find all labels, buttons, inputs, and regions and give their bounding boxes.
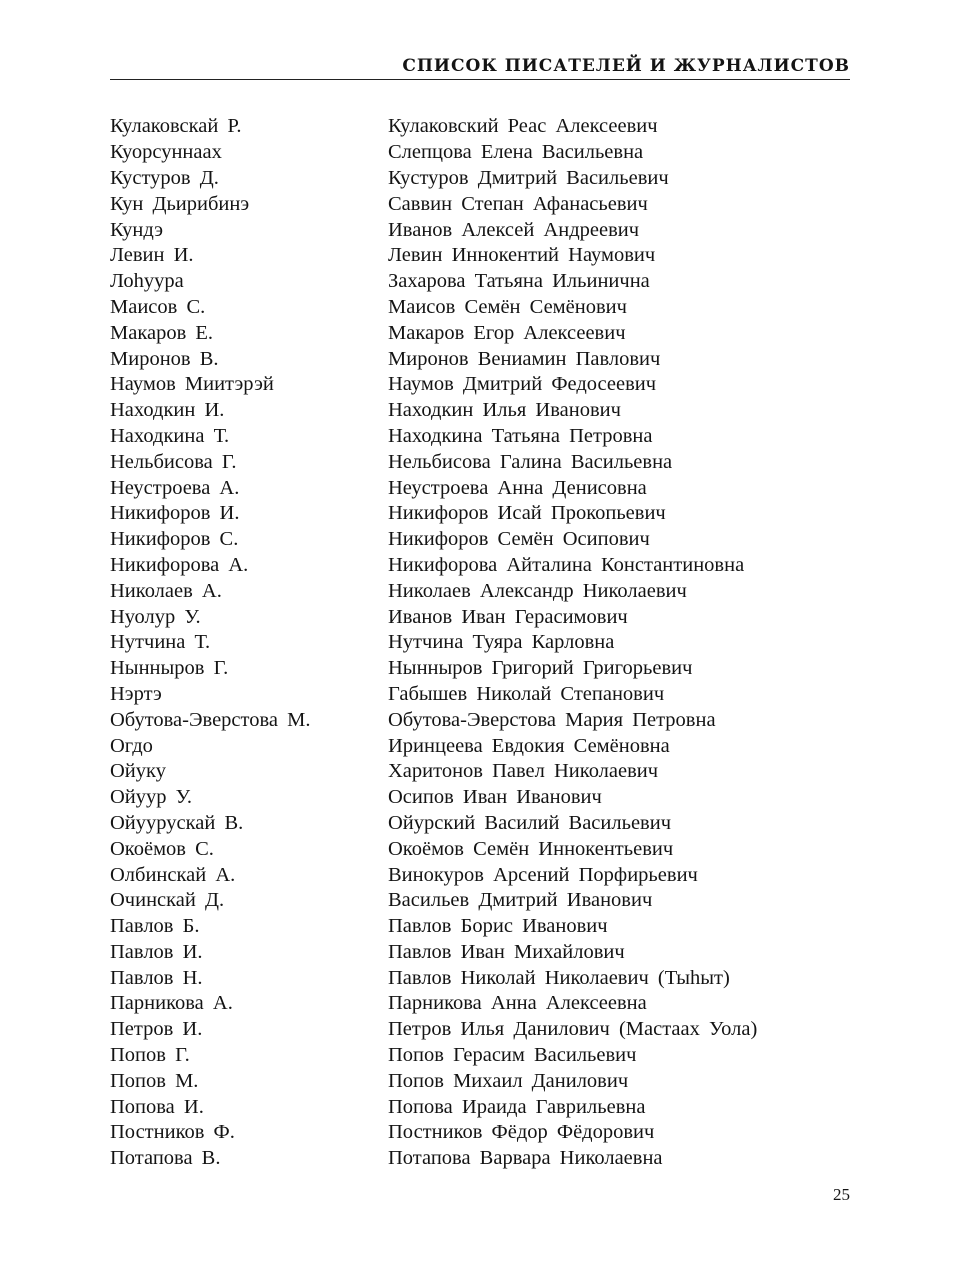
list-item (110, 759, 850, 785)
list-item (110, 940, 850, 966)
list-item (110, 1043, 850, 1069)
pseudonym: Олбинскай А. (110, 863, 236, 886)
list-item (110, 527, 850, 553)
pseudonym: Миронов В. (110, 347, 219, 370)
full-name: Никифоров Исай Прокопьевич (388, 502, 666, 525)
writer-list (110, 114, 850, 1172)
pseudonym: Неустроева А. (110, 476, 240, 499)
list-item (110, 1146, 850, 1172)
pseudonym: Ойуку (110, 760, 166, 783)
list-item (110, 346, 850, 372)
full-name: Иванов Иван Герасимович (388, 605, 628, 628)
pseudonym: Постников Ф. (110, 1121, 235, 1144)
list-item (110, 991, 850, 1017)
pseudonym: Наумов Миитэрэй (110, 373, 274, 396)
list-item (110, 501, 850, 527)
full-name: Попов Герасим Васильевич (388, 1044, 637, 1067)
list-item (110, 1094, 850, 1120)
list-item (110, 191, 850, 217)
full-name: Кулаковский Реас Алексеевич (388, 115, 658, 138)
full-name: Неустроева Анна Денисовна (388, 476, 647, 499)
full-name: Павлов Иван Михайлович (388, 940, 625, 963)
list-item (110, 1120, 850, 1146)
list-item (110, 243, 850, 269)
full-name: Обутова-Эверстова Мария Петровна (388, 708, 716, 731)
pseudonym: Находкина Т. (110, 424, 230, 447)
pseudonym: Нутчина Т. (110, 631, 211, 654)
list-item (110, 372, 850, 398)
list-item (110, 707, 850, 733)
list-item (110, 295, 850, 321)
full-name: Слепцова Елена Васильевна (388, 141, 644, 164)
full-name: Постников Фёдор Фёдорович (388, 1121, 655, 1144)
full-name: Наумов Дмитрий Федосеевич (388, 373, 657, 396)
header-rule (110, 79, 850, 80)
list-item (110, 114, 850, 140)
list-item (110, 914, 850, 940)
list-item (110, 475, 850, 501)
full-name: Нутчина Туяра Карловна (388, 631, 615, 654)
pseudonym: Парникова А. (110, 992, 233, 1015)
full-name: Нынныров Григорий Григорьевич (388, 657, 693, 680)
pseudonym: Нэртэ (110, 682, 162, 705)
list-item (110, 785, 850, 811)
pseudonym: Маисов С. (110, 295, 206, 318)
list-item (110, 578, 850, 604)
full-name: Кустуров Дмитрий Васильевич (388, 166, 669, 189)
list-item (110, 269, 850, 295)
pseudonym: Кулаковскай Р. (110, 115, 242, 138)
pseudonym: Очинскай Д. (110, 889, 225, 912)
list-item (110, 836, 850, 862)
full-name: Левин Иннокентий Наумович (388, 244, 656, 267)
pseudonym: Находкин И. (110, 399, 225, 422)
pseudonym: Потапова В. (110, 1147, 221, 1170)
pseudonym: Попов М. (110, 1069, 199, 1092)
full-name: Находкина Татьяна Петровна (388, 424, 653, 447)
list-item (110, 862, 850, 888)
full-name: Павлов Николай Николаевич (Тыhыт) (388, 966, 730, 989)
pseudonym: Ойуур У. (110, 786, 192, 809)
pseudonym: Попова И. (110, 1095, 204, 1118)
pseudonym: Лоhуура (110, 270, 184, 293)
pseudonym: Попов Г. (110, 1044, 190, 1067)
full-name: Ойурский Василий Васильевич (388, 811, 672, 834)
pseudonym: Павлов Н. (110, 966, 203, 989)
full-name: Иринцеева Евдокия Семёновна (388, 734, 670, 757)
list-item (110, 630, 850, 656)
list-item (110, 320, 850, 346)
pseudonym: Кустуров Д. (110, 166, 219, 189)
list-item (110, 656, 850, 682)
full-name: Окоёмов Семён Иннокентьевич (388, 837, 674, 860)
pseudonym: Никифоров И. (110, 502, 240, 525)
full-name: Нельбисова Галина Васильевна (388, 450, 673, 473)
list-item (110, 965, 850, 991)
list-item (110, 604, 850, 630)
full-name: Попова Ираида Гаврильевна (388, 1095, 646, 1118)
pseudonym: Кундэ (110, 218, 164, 241)
pseudonym: Кун Дьирибинэ (110, 192, 250, 215)
full-name: Захарова Татьяна Ильинична (388, 270, 650, 293)
pseudonym: Никифоров С. (110, 528, 239, 551)
list-item (110, 424, 850, 450)
full-name: Миронов Вениамин Павлович (388, 347, 661, 370)
full-name: Николаев Александр Николаевич (388, 579, 687, 602)
pseudonym: Огдо (110, 734, 153, 757)
full-name: Павлов Борис Иванович (388, 915, 608, 938)
full-name: Макаров Егор Алексеевич (388, 321, 626, 344)
list-item (110, 166, 850, 192)
pseudonym: Нынныров Г. (110, 657, 229, 680)
pseudonym: Макаров Е. (110, 321, 214, 344)
full-name: Попов Михаил Данилович (388, 1069, 629, 1092)
full-name: Винокуров Арсений Порфирьевич (388, 863, 698, 886)
running-head-title: СПИСОК ПИСАТЕЛЕЙ И ЖУРНАЛИСТОВ (402, 56, 850, 76)
full-name: Потапова Варвара Николаевна (388, 1147, 663, 1170)
list-item (110, 811, 850, 837)
pseudonym: Окоёмов С. (110, 837, 214, 860)
pseudonym: Левин И. (110, 244, 194, 267)
pseudonym: Ойуурускай В. (110, 811, 244, 834)
list-item (110, 217, 850, 243)
pseudonym: Петров И. (110, 1018, 203, 1041)
list-item (110, 553, 850, 579)
list-item (110, 682, 850, 708)
pseudonym: Нуолур У. (110, 605, 201, 628)
full-name: Габышев Николай Степанович (388, 682, 665, 705)
list-item (110, 140, 850, 166)
pseudonym: Куорсуннаах (110, 141, 222, 164)
list-item (110, 733, 850, 759)
full-name: Никифоров Семён Осипович (388, 528, 650, 551)
page-number: 25 (833, 1185, 850, 1204)
pseudonym: Никифорова А. (110, 553, 249, 576)
full-name: Саввин Степан Афанасьевич (388, 192, 648, 215)
full-name: Иванов Алексей Андреевич (388, 218, 640, 241)
list-item (110, 1068, 850, 1094)
full-name: Петров Илья Данилович (Мастаах Уола) (388, 1018, 758, 1041)
full-name: Осипов Иван Иванович (388, 786, 602, 809)
list-item (110, 398, 850, 424)
full-name: Васильев Дмитрий Иванович (388, 889, 653, 912)
list-item (110, 449, 850, 475)
full-name: Харитонов Павел Николаевич (388, 760, 659, 783)
full-name: Находкин Илья Иванович (388, 399, 621, 422)
pseudonym: Павлов Б. (110, 915, 200, 938)
pseudonym: Николаев А. (110, 579, 222, 602)
pseudonym: Нельбисова Г. (110, 450, 237, 473)
full-name: Никифорова Айталина Константиновна (388, 553, 745, 576)
pseudonym: Обутова-Эверстова М. (110, 708, 311, 731)
full-name: Маисов Семён Семёнович (388, 295, 627, 318)
list-item (110, 1017, 850, 1043)
full-name: Парникова Анна Алексеевна (388, 992, 647, 1015)
list-item (110, 888, 850, 914)
pseudonym: Павлов И. (110, 940, 203, 963)
